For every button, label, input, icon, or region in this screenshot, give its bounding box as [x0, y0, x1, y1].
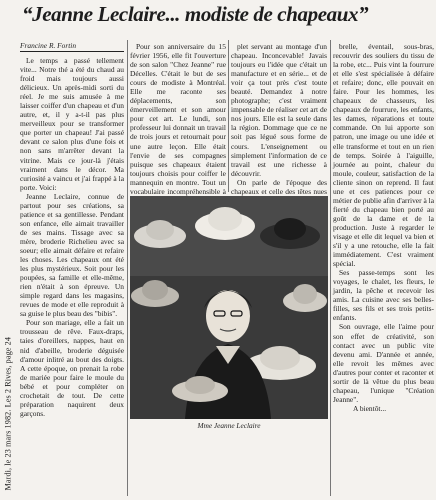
photo-caption: Mme Jeanne Leclaire — [197, 421, 261, 430]
photo — [130, 196, 328, 419]
column-2 — [130, 42, 226, 196]
page-margin — [2, 20, 14, 490]
column-1 — [20, 56, 124, 496]
column-4 — [333, 42, 434, 497]
paragraph: Le temps a passé tellement vite... Notre thé a été du chaud au froid mais toujours aussi délicieux. Un après-midi sorti du réel. Je me suis amusée à me laisser coiffer d'un chapeau et d'un autre, et, il y a-t-il pas plus merveilleux pour se transformer que porter un chapeau! J'ai passé devant ce salon plus d'une fois et non sans m'arrêter devant la vitrine. Mais ce jour-là j'étais vraiment dans le décor. Ma curiosité a vaincu et j'ai frappé à la porte. Voici: — [20, 56, 124, 192]
column-rule — [127, 40, 128, 496]
date-and-page-line: Mardi, le 23 mars 1982. Les 2 Rives, page 24 — [3, 336, 13, 491]
paragraph: A bientôt... — [353, 403, 387, 413]
paragraph: brelle, éventail, sous-bras, recouvrir des souliers du tissu de la robe, etc... Puis vint la fourrure et elle s'est spécialisée à défaire et refaire; donc, elle pouvait en faire. Pour les hommes, les chapeaux de chasseurs, les chapeaux de fourrure, les enfants, les dames, réparations et toute commande. On lui apporte son patron, une image ou une idée et elle transforme et tout en un rien de temps. Soirée à l'aiguille, journée au point, chaleur du moule, couleur, satisfaction de la cliente sinon on reprend. Il faut une et ces patiences pour ce métier de publie afin d'arriver à la fierté du chapeau bien porté au goût de la dame et de la production. Juste à regarder le visage et elle dit lequel va bien et s'il y a une retouche, elle la fait immédiatement. C'est vraiment spécial. — [333, 42, 434, 269]
article-headline: “Jeanne Leclaire... modiste de chapeaux” — [22, 2, 369, 26]
column-rule — [228, 40, 229, 192]
paragraph: On parle de l'époque des chapeaux et celle des têtes nues — [231, 177, 327, 196]
column-rule — [330, 40, 331, 496]
paragraph: Pour son anniversaire du 15 février 1956, elle fit l'ouverture de son salon "Chez Jeanne" rue Décelles. C'était le but de ses cours de modiste à Montréal. Elle me raconte ses déplacements, son émerveillement et son amour pour cet art. Le lundi, son professeur lui donnait un travail de trois jours et retournait pour une autre leçon. Elle était l'envie de ses compagnes puisque ses chapeaux étaient toujours choisis pour coiffer le mannequin en montre. Tout un vocabulaire incompréhensible à — [130, 42, 226, 196]
byline: Francine R. Fortin — [20, 41, 124, 52]
photo-image — [130, 196, 328, 419]
paragraph: Jeanne Leclaire, connue de partout pour ses créations, sa patience et sa gentillesse. Pendant son enfance, elle aimait travailler de ses mains. Tissage avec sa mère, broderie Richelieu avec sa soeur; elle aimait défaire et refaire les choses. Les chapeaux ont été les plus mystérieux. Soit pour les poupées, sa famille et elle-même, rien n'était à son épreuve. Un simple regard dans les magasins, revues de mode et elle reproduit à sa guise le plus beau des "bibis". — [20, 191, 124, 319]
paragraph: Ses passe-temps sont les voyages, le chalet, les fleurs, le jardin, la pêche et recevoir les amis. La cuisine avec ses belles-filles, ses fils et ses trois petits-enfants. — [333, 268, 434, 323]
paragraph: Son ouvrage, elle l'aime pour son effet de créativité, son contact avec un public vite devenu ami. D'année et année, elle revoit les mêmes avec d'autres pour conter et raconter et sortir de là vêtue du plus beau chapeau, l'unique "Création Jeanne". — [333, 322, 434, 404]
column-3 — [231, 42, 327, 196]
paragraph: plet servant au montage d'un chapeau. Inconcevable! Javais toujours eu l'idée que c'était un manufacture et en série... et de voir ça tout près c'est toute beauté. Demandez à notre photographe; c'est vraiment impensable de réaliser cet art de nos jours. Elle est la seule dans la région. Dommage que ce ne soit pas légué sous forme de cours. L'enseignement ou simplement l'information de ce travail est une richesse à découvrir. — [231, 42, 327, 178]
paragraph: Pour son mariage, elle a fait un trousseau de rêve. Faux-draps, taies d'oreillers, nappes, haut en nid d'abeille, broderie déguisée d'amour inlitré au bout des doigts. A cette époque, on prenait la robe de mariée pour faire le moule du bébé et pour compléter on crochetait de tout. De cette préparation naquirent deux garçons. — [20, 318, 124, 418]
